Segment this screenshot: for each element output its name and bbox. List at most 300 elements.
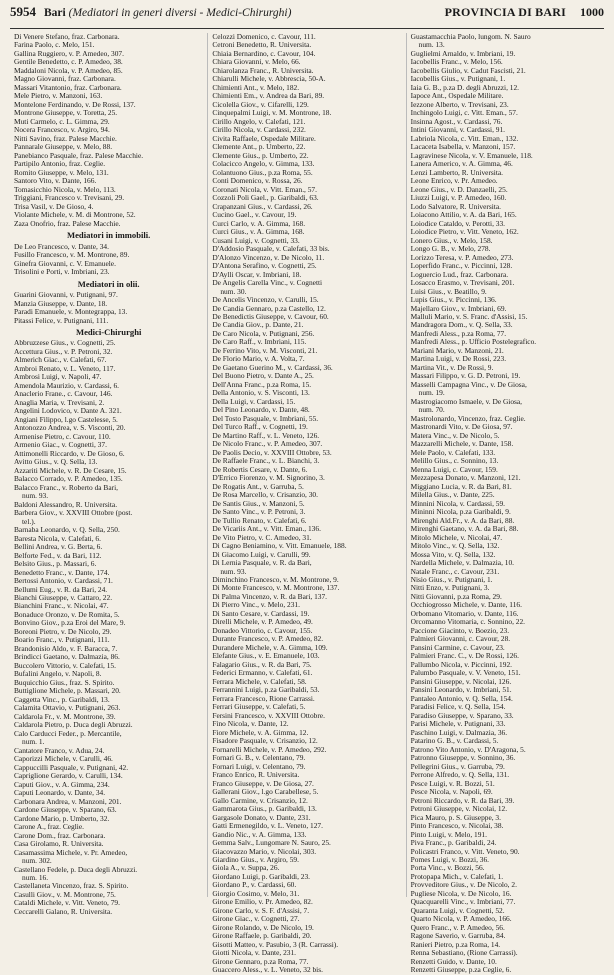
list-item: Giardino Gius., v. Argiro, 59.: [212, 854, 299, 864]
list-item: Cappuccilli Pasquale, v. Putignani, 42.: [14, 762, 129, 772]
list-item: Ferrara Michele, v. Calefati, 58.: [212, 676, 307, 686]
columns: [10, 32, 604, 975]
list-item: Colacicco Angelo, v. Gimma, 133.: [212, 159, 315, 169]
section-subtitle: (Mediatori in generi diversi - Medici-Chirurghi): [68, 7, 292, 19]
list-item: Gemma Salv., Lungomare N. Sauro, 25.: [212, 838, 331, 848]
list-item: Gandio Nic., v. A. Gimma, 133.: [212, 829, 307, 839]
list-item: Bellini Andrea, v. G. Berta, 6.: [14, 542, 103, 552]
list-item: Clemente Ant., p. Umberto, 22.: [212, 142, 306, 152]
list-item: Porta Vinc., v. Bozzi, 56.: [410, 863, 485, 873]
list-item: Loiacono Attilio, v. A. da Bari, 165.: [410, 210, 517, 220]
list-item: Occhiogrosso Michele, v. Dante, 116.: [410, 600, 522, 610]
list-item: Piva Franc., p. Garibaldi, 24.: [410, 838, 497, 848]
list-item: Labriola Nicola, c. Vitt. Eman., 132.: [410, 133, 519, 143]
list-item: De Rosa Marcello, v. Crisanzio, 30.: [212, 490, 318, 500]
list-item: Natale Franc., c. Cavour, 231.: [410, 566, 500, 576]
list-item: Pesce Luigi, v. R. Bozzi, 51.: [410, 778, 495, 788]
list-item: Bianchini Franc., v. Nicolai, 47.: [14, 601, 109, 611]
list-item: Della Antonio, v. S. Visconti, 13.: [212, 388, 310, 398]
list-item: Quacquarelli Vinc., v. Imbriani, 77.: [410, 897, 516, 907]
list-item: Manfredi Aless., p. Ufficio Postelegrafico.: [410, 337, 537, 347]
list-item: Intini Giovanni, v. Cardassi, 91.: [410, 125, 506, 135]
list-item: De Santis Gius., v. Manzoni, 5.: [212, 498, 305, 508]
list-item: Cantatore Franco, v. Adua, 24.: [14, 745, 105, 755]
list-item: Lodo Salvatore, R. Universita.: [410, 201, 501, 211]
list-item: Pitassi Felice, v. Putignani, 111.: [14, 315, 109, 325]
column-2: [207, 32, 405, 975]
list-item: num. 70.: [418, 405, 445, 415]
list-item: Di Giacomo Luigi, v. Carulli, 99.: [212, 549, 311, 559]
list-item: Ragone Saverio, v. Garruba, 84.: [410, 931, 506, 941]
list-item: Chimienti Ant., v. Melo, 182.: [212, 82, 300, 92]
list-item: Cinquepalmi Luigi, v. M. Montrone, 18.: [212, 108, 332, 118]
list-item: D'Errico Fiorenzo, v. M. Signorino, 3.: [212, 473, 325, 483]
list-item: Belsito Gius., p. Massari, 6.: [14, 559, 97, 569]
list-item: Nitti Enzo, v. Putignani, 3.: [410, 583, 490, 593]
list-item: Massari Vitantonio, fraz. Carbonara.: [14, 82, 122, 92]
list-item: Romito Giuseppe, v. Melo, 131.: [14, 167, 109, 177]
list-item: Giordano Luigi, p. Garibaldi, 23.: [212, 871, 311, 881]
list-item: Iacobellis Gius., v. Putignani, 1.: [410, 74, 506, 84]
list-item: Abbruzzese Gius., v. Cognetti, 25.: [14, 338, 116, 348]
list-item: Guaccero Aless., v. L. Veneto, 32 bis.: [212, 965, 323, 975]
list-item: Protopapa Mich., v. Calefati, 1.: [410, 871, 504, 881]
list-item: Almerich Giac., v. Calefati, 67.: [14, 355, 107, 365]
list-item: De Nicolo Franc., v. P. Amedeo, 307.: [212, 439, 323, 449]
list-item: Mele Paolo, v. Calefati, 133.: [410, 447, 496, 457]
list-item: De Ferrino Vito, v. M. Visconti, 21.: [212, 345, 318, 355]
list-item: De Raffaele Franc., v. L. Bianchi, 3.: [212, 456, 320, 466]
list-item: Montrone Giuseppe, v. Toretta, 25.: [14, 108, 118, 118]
list-item: Durandere Michele, v. A. Gimma, 109.: [212, 642, 328, 652]
list-item: Bonvino Giov., p.za Eroi del Mare, 9.: [14, 618, 126, 628]
list-item: Chiarolanza Franc., R. Universita.: [212, 65, 314, 75]
list-item: Ginefra Giovanni, c. V. Emanuele.: [14, 258, 116, 268]
list-item: Mitolo Michele, v. Nicolai, 47.: [410, 532, 503, 542]
list-item: Lacaceta Isabella, v. Manzoni, 157.: [410, 142, 516, 152]
list-item: Gallerani Giov., l.go Carabellese, 5.: [212, 787, 319, 797]
list-item: Giorgio Cosimo, v. Melo, 31.: [212, 888, 300, 898]
list-item: Leone Gius., v. D. Danzaelli, 25.: [410, 184, 508, 194]
list-item: Donadeo Vittorio, c. Cavour, 155.: [212, 625, 313, 635]
list-item: Di Monte Francesco, v. M. Montrone, 137.: [212, 583, 340, 593]
list-item: Giola A., v. Suppa, 26.: [212, 863, 280, 873]
list-item: Brandonisio Aldo, v. F. Baracca, 7.: [14, 643, 118, 653]
list-item: Mastrogiacomo Ismaele, v. De Giosa,: [410, 396, 523, 406]
list-item: Mirenghi Gaetano, v. A. da Bari, 88.: [410, 524, 519, 534]
list-item: De Gaetano Guerino M., v. Cardassi, 36.: [212, 362, 333, 372]
list-item: Paradiso Giuseppe, v. Sparano, 33.: [410, 710, 514, 720]
list-item: Antonozzo Andrea, v. S. Visconti, 20.: [14, 423, 126, 433]
list-item: Carbonara Andrea, v. Manzoni, 201.: [14, 796, 122, 806]
list-item: Benedetto Franc., v. Dante, 174.: [14, 567, 110, 577]
list-item: Ambroi Renato, v. L. Veneto, 117.: [14, 363, 116, 373]
list-item: Boario Franc., v. Putignani, 111.: [14, 635, 110, 645]
list-item: Girone Rolando, v. De Nicolo, 19.: [212, 922, 314, 932]
list-item: num. 93.: [22, 491, 49, 501]
list-item: Fersini Francesco, v. XXVIII Ottobre.: [212, 710, 325, 720]
list-item: De Tullio Renato, v. Calefati, 6.: [212, 515, 307, 525]
list-item: Bianchi Giuseppe, v. Cattaro, 22.: [14, 593, 113, 602]
list-item: Lorizzo Teresa, v. P. Amedeo, 273.: [410, 252, 514, 262]
list-item: Lanera Americo, v. A. Gimma, 46.: [410, 159, 513, 169]
list-item: Patronno Giuseppe, v. Sonnino, 36.: [410, 753, 516, 763]
list-item: Franco Giuseppe, v. De Giosa, 27.: [212, 778, 314, 788]
list-item: Ceccarelli Galano, R. Universita.: [14, 906, 113, 916]
list-item: Carone Dom., fraz. Carbonara.: [14, 830, 106, 840]
list-item: Chiarulli Michele, v. Abbrescia, 50-A.: [212, 74, 326, 84]
list-item: num. 19.: [418, 388, 445, 398]
list-item: De Benedictis Giuseppe, v. Cavour, 60.: [212, 311, 329, 321]
list-item: Balacco Corrado, v. P. Amedeo, 135.: [14, 474, 123, 484]
list-item: Quero Franc., v. P. Amedeo, 56.: [410, 922, 505, 932]
section-heading-immobili: Mediatori in immobili.: [67, 230, 151, 241]
list-item: Mitolo Vinc., v. Q. Sella, 132.: [410, 541, 500, 551]
list-item: Insinna Agost., v. Cardassi, 76.: [410, 116, 503, 126]
list-item: Curci Carlo, v. A. Gimma, 168.: [212, 218, 306, 228]
list-item: Di Venere Stefano, fraz. Carbonara.: [14, 32, 120, 41]
list-item: Trisolini e Porti, v. Imbriani, 23.: [14, 267, 110, 277]
list-item: Barnaba Leonardo, v. Q. Sella, 250.: [14, 525, 120, 535]
list-item: Celozzi Domenico, c. Cavour, 111.: [212, 32, 316, 41]
list-item: Majellaro Giov., v. Imbriani, 69.: [410, 303, 507, 313]
list-item: Paradi Emanuele, v. Montegrappa, 13.: [14, 307, 128, 317]
list-item: De Caro Raff., v. Imbriani, 115.: [212, 337, 307, 347]
list-item: De Vito Pietro, v. C. Amedeo, 31.: [212, 532, 312, 542]
list-item: Anaclerio Frane., c. Cavour, 146.: [14, 389, 113, 399]
list-item: Partipilo Antonio, fraz. Ceglie.: [14, 159, 106, 169]
list-item: Palumbo Pasquale, v. V. Veneto, 151.: [410, 668, 521, 678]
list-item: Leone Enrico, v. Pr. Amedeo.: [410, 176, 498, 186]
list-medici: [14, 339, 203, 916]
list-item: Del Buono Pietro, v. Dante A., 25.: [212, 371, 314, 381]
list-item: Minnini Nicola, v. Cardassi, 59.: [410, 498, 506, 508]
list-item: D'Alonzo Vincenzo, v. De Nicolo, 11.: [212, 252, 325, 262]
list-item: Mirenghi Ald.Fr., v. A. da Bari, 88.: [410, 515, 515, 525]
city-name: Bari: [44, 7, 66, 19]
list-item: Pomes Luigi, v. Bozzi, 36.: [410, 854, 490, 864]
list-item: Conti Domenico, v. Rossa, 26.: [212, 176, 303, 186]
list-item: Chiaia Bernardino, c. Cavour, 104.: [212, 48, 316, 58]
list-item: Caggetta Vinc., p. Garibaldi, 13.: [14, 694, 110, 704]
list-item: Menna Luigi, c. Cavour, 159.: [410, 464, 498, 474]
list-item: Martina Luigi, v. De Rossi, 223.: [410, 354, 507, 364]
list-item: Direlli Michele, v. P. Amedeo, 49.: [212, 617, 313, 627]
list-item: Cetroni Benedetto, R. Universita.: [212, 40, 312, 50]
list-item: num. 93.: [220, 566, 247, 576]
list-item: D'Addosio Pasquale, v. Calefati, 33 bis.: [212, 244, 330, 254]
column-3: [406, 32, 604, 975]
list-item: Patrono Vito Antonio, v. D'Aragona, 5.: [410, 744, 526, 754]
running-title: [44, 7, 291, 19]
list-item: Mininni Nicola, p.za Garibaldi, 9.: [410, 507, 511, 517]
list-item: Brindicci Gaetano, v. Dalmazia, 86.: [14, 652, 120, 662]
list-item: Luisi Gius., v. Beatillo, 9.: [410, 286, 487, 296]
list-item: Farina Paolo, c. Melo, 151.: [14, 40, 95, 50]
list-item: De Paolis Decio, v. XXVIII Ottobre, 53.: [212, 447, 332, 457]
list-item: Violante Michele, v. M. di Montrone, 52.: [14, 210, 136, 220]
list-item: Orbomano Vitomario, v. Dante, 116.: [410, 608, 519, 618]
list-item: Casa Girolamo, R. Universita.: [14, 839, 104, 849]
list-item: Colantuono Gius., p.za Roma, 55.: [212, 167, 313, 177]
list-item: Mandragora Dom., v. Q. Sella, 33.: [410, 320, 513, 330]
list-item: Iacobellis Giulio, v. Cadut Fascisti, 21.: [410, 65, 526, 75]
list-item: Di Santo Cesare, v. Cardassi, 19.: [212, 608, 310, 618]
list-item: Orcomanno Vitomaria, c. Sonnino, 22.: [410, 617, 526, 627]
list-item: Casamassima Michele, v. Pr. Amedeo,: [14, 847, 128, 857]
list-item: Ferrari Giuseppe, v. Calefati, 5.: [212, 702, 306, 712]
list-item: Guglielmi Arnaldo, v. Imbriani, 19.: [410, 48, 516, 58]
list-item: Di Lernia Pasquale, v. R. da Bari,: [212, 558, 312, 568]
list-item: Belforte Fed., v. da Bari, 112.: [14, 550, 102, 560]
list-item: Della Luigi, v. Cardassi, 15.: [212, 396, 296, 406]
list-item: Giotti Nicola, v. Dante, 231.: [212, 948, 297, 958]
list-item: Lupis Gius., v. Piccinni, 136.: [410, 295, 497, 305]
list-item: Policastri Franco, v. Vitt. Veneto, 90.: [410, 846, 520, 856]
list-item: Renna Sebastiano, (Rione Carrassi).: [410, 948, 518, 958]
list-item: Baldoni Alessandro, R. Universita.: [14, 499, 118, 509]
list-general-mediators: [14, 33, 203, 228]
list-item: De Angelis Carella Vinc., v. Cognetti: [212, 278, 323, 288]
list-item: Masselli Campagna Vinc., v. De Giosa,: [410, 379, 527, 389]
list-item: Loiodice Cataldo, v. Perotti, 33.: [410, 218, 506, 228]
list-item: D'Antona Serafino, v. Cognetti, 25.: [212, 261, 317, 271]
list-item: Anaglia Maria, v. Trevisani, 2.: [14, 397, 105, 407]
list-item: Palmieri Franc. C., v. De Rossi, 126.: [410, 651, 519, 661]
list-item: Lagravinese Nicola, v. V. Emanuele, 118.: [410, 150, 533, 160]
list-item: Chiara Giovanni, v. Melo, 66.: [212, 57, 301, 67]
list-item: Clemente Gius., p. Umberto, 22.: [212, 150, 309, 160]
list-item: Iaia G. B., p.za D. degli Abruzzi, 12.: [410, 82, 520, 92]
province-title: PROVINCIA DI BARI: [444, 5, 566, 19]
list-item: Pinto Luigi, v. Melo, 191.: [410, 829, 487, 839]
list-item: De Martino Raff., v. L. Veneto, 126.: [212, 430, 320, 440]
list-item: Cataldi Michele, v. Vitt. Veneto, 79.: [14, 898, 120, 908]
list-item: Gisotti Matteo, v. Pasubio, 3 (R. Carrassi).: [212, 939, 339, 949]
list-item: Losacco Erasmo, v. Trevisani, 201.: [410, 278, 515, 288]
list-item: Falagario Gius., v. R. da Bari, 75.: [212, 659, 312, 669]
list-item: Federici Ermanno, v. Calefati, 61.: [212, 668, 313, 678]
list-item: Attimonelli Riccardo, v. De Gioso, 6.: [14, 448, 125, 458]
list-item: Bufalini Angelo, v. Napoli, 8.: [14, 669, 102, 679]
list-item: Girone Gennaro, p.za Roma, 77.: [212, 956, 309, 966]
list-item: Caldarola Fr., v. M. Montrone, 39.: [14, 711, 116, 721]
list-item: Buccolero Vittorio, v. Calefati, 15.: [14, 660, 116, 670]
list-item: num. 16.: [22, 872, 49, 882]
list-item: Boreoni Pietro, v. De Nicolo, 29.: [14, 626, 112, 636]
list-item: Cucino Gael., v. Cavour, 19.: [212, 210, 297, 220]
list-item: num. 30.: [220, 286, 247, 296]
list-item: Pinto Francesco, v. Nicolai, 38.: [410, 821, 504, 831]
list-item: Cardone Mario, p. Umberto, 32.: [14, 813, 110, 823]
list-item: Palmieri Giovanni, c. Cavour, 28.: [410, 634, 511, 644]
list-item: Curci Gius., v. A. Gimma, 168.: [212, 227, 305, 237]
list-item: Manzia Giuseppe, v. Dante, 18.: [14, 298, 108, 308]
list-item: Buquicchio Gius., fraz. S. Spirito.: [14, 677, 115, 687]
list-item: Durante Francesco, v. P. Amedeo, 82.: [212, 634, 324, 644]
list-item: Del Turco Raff., v. Cognetti, 19.: [212, 422, 308, 432]
list-item: Gargasole Donato, v. Dante, 231.: [212, 812, 311, 822]
list-item: Muti Carmelo, c. L. Gimma, 29.: [14, 116, 110, 126]
list-item: Calo Carducci Feder., p. Mercantile,: [14, 728, 122, 738]
list-item: Montelone Ferdinando, v. De Rossi, 137.: [14, 99, 136, 109]
list-item: Buttiglione Michele, p. Massari, 20.: [14, 686, 121, 696]
list-item: Azzariti Michele, v. R. De Cesare, 15.: [14, 465, 127, 475]
list-item: Gatti Ermenegildo, v. L. Veneto, 127.: [212, 821, 323, 831]
list-item: Fornarelli Michele, v. P. Amedeo, 292.: [212, 744, 327, 754]
list-item: Caputi Leonardo, v. Dante, 34.: [14, 788, 106, 798]
list-item: Pansini Carmine, c. Cavour, 23.: [410, 642, 505, 652]
list-item: Di Cagno Beniamino, v. Vitt. Emanuele, 188.: [212, 541, 347, 551]
list-item: Pannarale Giuseppe, v. Melo, 88.: [14, 142, 113, 152]
list-item: tel.).: [22, 516, 36, 526]
list-item: Diminchino Francesco, v. M. Montrone, 9.: [212, 575, 339, 584]
list-item: Manfredi Aless., p.za Roma, 77.: [410, 328, 507, 338]
list-item: Lenzi Lamberto, R. Universita.: [410, 167, 504, 177]
list-item: Bertossi Antonio, v. Cardassi, 71.: [14, 576, 113, 586]
list-item: Loguercio Lud., fraz. Carbonara.: [410, 269, 509, 279]
list-item: Provveditore Gius., v. De Nicolo, 2.: [410, 880, 517, 890]
list-item: Miggiano Lucia, v. R. da Bari, 81.: [410, 481, 512, 491]
list-item: Girone Emilio, v. Pr. Amedeo, 82.: [212, 897, 313, 907]
list-item: Fino Nicola, v. Dante, 12.: [212, 719, 289, 729]
list-item: Renzetti Guido, v. Dante, 10.: [410, 956, 497, 966]
list-item: Del Pino Leonardo, v. Dante, 48.: [212, 405, 310, 415]
list-item: Cusani Luigi, v. Cognetti, 33.: [212, 235, 300, 245]
list-item: Calamita Ottavio, v. Putignani, 263.: [14, 703, 121, 713]
list-item: De Santo Vinc., v. P. Petroni, 3.: [212, 507, 306, 517]
list-item: Coronati Nicola, v. Vitt. Eman., 57.: [212, 184, 317, 194]
list-item: Civita Raffaele, Ospedale Militare.: [212, 133, 316, 143]
list-item: Paschino Luigi, v. Dalmazia, 36.: [410, 727, 508, 737]
list-item: Nitti Savino, fraz. Palese Macchie.: [14, 133, 117, 143]
list-item: De Candia Giov., p. Dante, 21.: [212, 320, 304, 330]
list-item: Carone A., fraz. Ceglie.: [14, 822, 84, 832]
list-item: Cozzoli Poli Gael., p. Garibaldi, 63.: [212, 193, 319, 203]
list-item: D'Aylli Oscar, v. Imbriani, 18.: [212, 269, 302, 279]
list-item: Perrone Alfredo, v. Q. Sella, 131.: [410, 770, 510, 780]
list-item: Angelini Lodovico, v. Dante A. 321.: [14, 406, 122, 416]
list-item: Milella Gius., v. Dante, 225.: [410, 490, 495, 500]
list-item: Chimienti Em., v. Andrea da Bari, 89.: [212, 91, 325, 101]
list-item: Martina Vit., v. De Rossi, 9.: [410, 362, 494, 372]
list-item: Barbera Giov., v. XXVIII Ottobre (post.: [14, 508, 133, 518]
section-heading-olii: Mediatori in olii.: [77, 278, 140, 289]
list-item: Gentile Benedetto, c. P. Amedeo, 38.: [14, 57, 123, 67]
list-item: Casulli Giov., v. M. Montrone, 75.: [14, 889, 116, 899]
list-item: Pansini Leonardo, v. Imbriani, 51.: [410, 685, 512, 695]
list-item: Inchingolo Luigi, c. Vitt. Eman., 57.: [410, 108, 518, 118]
section-heading-medici: Medici-Chirurghi: [75, 326, 142, 337]
list-item: Ranieri Pietro, p.za Roma, 14.: [410, 939, 501, 949]
list-item: Fornari G. B., v. Celentano, 79.: [212, 753, 306, 763]
list-item: Di Palma Vincenzo, v. R. da Bari, 137.: [212, 591, 328, 601]
list-item: Zaza Onofrio, fraz. Palese Macchie.: [14, 218, 121, 228]
list-item: De Vicariis Ant., v. Vitt. Eman., 136.: [212, 524, 321, 534]
list-item: Mastrolonardo, Vincenzo, fraz. Ceglie.: [410, 413, 526, 423]
list-item: Pugliese Nicola, v. De Nicolo, 16.: [410, 888, 512, 898]
list-item: Renzetti Giuseppe, p.za Ceglie, 6.: [410, 965, 512, 975]
list-item: Magno Giovanni, fraz. Carbonara.: [14, 74, 116, 84]
list-item: Caputi Giov., v. A. Gimma, 234.: [14, 779, 110, 789]
list-item: Cicolella Giov., v. Cifarelli, 129.: [212, 99, 309, 109]
list-item: Fiore Michele, v. A. Gimma, 12.: [212, 727, 309, 737]
list-item: Massari Filippo, v. G. D. Petroni, 19.: [410, 371, 521, 381]
list-item: Elefante Gius., v. E. Emanuele, 103.: [212, 651, 320, 661]
list-item: Triggiani, Francesco v. Trevisani, 29.: [14, 193, 125, 203]
list-item: num. 13.: [418, 40, 445, 50]
list-item: Accettura Gius., v. P. Petroni, 32.: [14, 346, 113, 356]
list-item: Panebianco Pasquale, fraz. Palese Macchie.: [14, 150, 144, 160]
list-item: Capriglione Gerardo, v. Carulli, 134.: [14, 771, 123, 781]
list-item: Balacco Franc., v. Roberto da Bari,: [14, 482, 118, 492]
list-item: Giacovazzo Mario, v. Nicolai, 303.: [212, 846, 317, 856]
running-header: [10, 4, 604, 29]
list-item: Petroni Riccardo, v. R. da Bari, 39.: [410, 795, 515, 805]
list-item: Franco Enrico, R. Universita.: [212, 770, 300, 780]
list-item: Gammarota Gius., p. Garibaldi, 13.: [212, 804, 317, 814]
list-item: Pantaleo Antonio, v. Q. Sella, 154.: [410, 693, 513, 703]
list-item: Caporizzi Michele, v. Carulli, 46.: [14, 754, 113, 764]
list-item: Fusillo Francesco, v. M. Montrone, 89.: [14, 250, 130, 260]
list-item: Guastamacchia Paolo, lungom. N. Sauro: [410, 32, 531, 41]
list-item: Malluli Mario, v. S. Franc. d'Assisi, 15.: [410, 311, 528, 321]
list-item: Maddaloni Nicola, v. P. Amedeo, 85.: [14, 65, 123, 75]
list-item: Paccione Giacinto, v. Boezio, 23.: [410, 625, 510, 635]
list-item: Iacobellis Franc., v. Melo, 156.: [410, 57, 503, 67]
list-item: Mezzapesa Donato, v. Manzoni, 121.: [410, 473, 521, 483]
list-item: Pellegrini Gius., v. Garruba, 79.: [410, 761, 505, 771]
page-number-right: 1000: [580, 5, 604, 19]
list-item: Pallumbo Nicola, v. Piccinni, 192.: [410, 659, 512, 669]
list-item: De Florio Mario, v. A. Volta, 7.: [212, 354, 305, 364]
list-item: Crapanzani Gius., v. Cardassi, 26.: [212, 201, 313, 211]
list-item: Mariani Mario, v. Manzoni, 21.: [410, 345, 504, 355]
list-item: De Candia Gennaro, p.za Castello, 12.: [212, 303, 326, 313]
list-item: Longo G. B., v. Melo, 278.: [410, 244, 491, 254]
list-item: Amendola Maurizio, v. Cardassi, 6.: [14, 380, 120, 390]
list-item: Nitti Giovanni, p.za Roma, 29.: [410, 591, 502, 601]
list-item: Mele Pietro, v. Manzoni, 163.: [14, 91, 103, 101]
list-item: Di Pierro Vinc., v. Melo, 231.: [212, 600, 300, 610]
list-item: Castellaneta Vincenzo, fraz. S. Spirito.: [14, 881, 129, 891]
list-item: Cirillo Angelo, v. Calefati, 121.: [212, 116, 306, 126]
list-item: Liuzzi Luigi, v. P. Amedeo, 160.: [410, 193, 507, 203]
list-item: Angiani Filippo, l.go Castelesse, 5.: [14, 414, 118, 424]
list-item: Melillo Gius., c. Sonnino, 13.: [410, 456, 499, 466]
list-item: Caldarola Pietro, p. Duca degli Abruzzi.: [14, 720, 133, 730]
list-item: De Leo Francesco, v. Dante, 34.: [14, 241, 109, 251]
list-item: Pica Mauro, p. S. Giuseppe, 3.: [410, 812, 501, 822]
list-item: Fornari Luigi, v. Celentano, 79.: [212, 761, 306, 771]
list-item: Cardone Giuseppe, v. Sparano, 63.: [14, 805, 117, 815]
list-olii: [14, 291, 203, 325]
list-item: Tomasicchio Nicola, v. Melo, 113.: [14, 184, 116, 194]
list-item: Pesce Nicola, v. Napoli, 69.: [410, 787, 493, 797]
list-item: Cirillo Nicola, v. Cardassi, 232.: [212, 125, 306, 135]
list-item: Iezzone Alberto, v. Trevisani, 23.: [410, 99, 509, 109]
list-item: Girone Raffaele, p. Garibaldi, 20.: [212, 931, 312, 941]
list-item: Quarto Nicola, v. P. Amedeo, 166.: [410, 914, 512, 924]
list-item: De Robertis Cesare, v. Dante, 6.: [212, 464, 308, 474]
list-item: De Caro Nicola, v. Putignani, 256.: [212, 328, 315, 338]
list-item: Matera Vinc., v. De Nicolo, 5.: [410, 430, 500, 440]
list-item: Armenise Pietro, c. Cavour, 110.: [14, 431, 111, 441]
list-item: Del Tosto Pasquale, v. Imbriani, 55.: [212, 413, 319, 423]
list-item: Nisio Gius., v. Putignani, 1.: [410, 575, 493, 584]
column-1: [10, 32, 207, 916]
list-item: De Ancelis Vincenzo, v. Carulli, 15.: [212, 295, 319, 305]
